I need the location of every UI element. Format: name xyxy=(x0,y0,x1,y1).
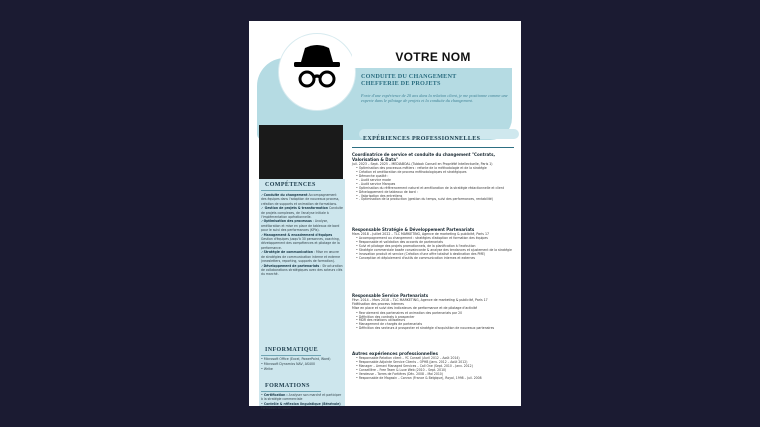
list-item: • Microsoft Dynamics NAV, AS400 xyxy=(261,362,343,367)
list-item: • Optimisation des processus métiers : refonte de la méthodologie et de la stratégie xyxy=(356,167,514,171)
list-item: • Démarche qualité : xyxy=(356,175,514,179)
competences-divider xyxy=(261,190,321,191)
experiences-divider xyxy=(352,147,514,148)
job-title: Responsable Service Partenariats xyxy=(352,293,429,298)
list-item: • Définition des secteurs à prospecter et stratégie d'acquisition de nouveaux partenaires xyxy=(356,327,514,331)
list-item: • Développement de tableaux de bord : xyxy=(356,191,514,195)
list-item: • Management de chargés de partenariats xyxy=(356,323,514,327)
list-item: • Conception et déploiement d'outils de communication internes et externes xyxy=(356,257,514,261)
job-title: Responsable Stratégie & Développement Partenariats xyxy=(352,227,475,232)
list-item: • MDR des relations utilisateurs xyxy=(356,319,514,323)
other-experiences-list xyxy=(352,357,514,380)
list-item: • - Audit service Marques xyxy=(356,183,514,187)
job-entry xyxy=(352,293,514,331)
list-item: • Wrike xyxy=(261,367,343,372)
list-item: • Responsable de Magasin – Conran (France & Belgique), Royal, 1998 – Juil. 2008 xyxy=(356,377,514,381)
list-item: • - Optimisation de la production (gestion du temps, suivi des performances, rentabilité) xyxy=(356,198,514,202)
list-item: • Conseillère – Free Team & Luxe Web (2010 – Sept. 2010) xyxy=(356,369,514,373)
list-item: • Microsoft Office (Excel, PowerPoint, Word) xyxy=(261,357,343,362)
job-entry xyxy=(352,152,514,202)
list-item: • Responsable Relation client – YC Conseil (Avril 2012 – Août 2014) xyxy=(356,357,514,361)
job-line: Mise en place et suivi des indicateurs de performance et de pilotage d'activité xyxy=(352,306,478,311)
informatique-divider xyxy=(261,355,321,356)
list-item: • Responsable et validation des accords de partenariats xyxy=(356,241,514,245)
list-item: • Accompagnement au changement : stratégies d'adoption et formation des équipes xyxy=(356,237,514,241)
job-bullets xyxy=(352,167,514,202)
formations-divider xyxy=(261,391,321,392)
list-item: • Suivi et pilotage des projets promotionnels, de la planification à l'exécution xyxy=(356,245,514,249)
job-line: Fidélisation des process internes xyxy=(352,302,404,307)
job-title: CONDUITE DU CHANGEMENT CHEFFERIE DE PROJETS xyxy=(361,73,457,87)
job-bullets xyxy=(352,312,514,332)
list-item: • Recrutement des partenaires et animation des partenariats par 20 xyxy=(356,312,514,316)
list-item: • Stratégie commerciale basée convaincante & analyse des tendances et ajustement de la stratégie xyxy=(356,249,514,253)
incognito-icon xyxy=(278,33,356,111)
list-item: • Définition des contrats à prospecter xyxy=(356,316,514,320)
informatique-list xyxy=(261,357,343,373)
photo-placeholder xyxy=(259,125,343,179)
list-item: • Innovation produit et service (Création d'une offre totalisé à destination des PME) xyxy=(356,253,514,257)
profile-summary: Forte d'une expérience de 20 ans dans la relation client, je me positionne comme une experte dans le pilotage de projets et la conduite du changement. xyxy=(361,93,508,104)
job-meta: Juil. 2023 – Sept. 2025 – MEDIABOAL (Tubbok Conseil en Propriété Intellectuelle, Paris 1) xyxy=(352,162,493,166)
list-item: • Optimisation du référencement naturel et amélioration de la stratégie rédactionnelle et client xyxy=(356,187,514,191)
other-experiences-title: Autres expériences professionnelles xyxy=(352,351,438,356)
experiences-title: EXPÉRIENCES PROFESSIONNELLES xyxy=(363,136,481,142)
competences-list: ✓Conduite du changement Accompagnement des équipes dans l'adoption de nouveaux process, création de supports et animation de formations. ✓ Gestion de projets & transformation Conduite de projets complexes, de l'analyse initiale à l'implémentation opérationnelle. ✓Optimisation des processus : Analyse, amélioration et mise en place de tableaux de bord pour le suivi des performances (KPIs). ✓Management & encadrement d'équipes Gestion d'équipes jusqu'à 30 personnes, coaching, développement des compétences et pilotage de la performance. ✓Stratégie de communication : Mise en œuvre de stratégies de communication interne et externe (newsletters, reporting, supports de formation). ✓Développement de partenariats : Structuration de collaborations stratégiques avec des acteurs clés du marché. xyxy=(261,193,343,277)
job-entry xyxy=(352,227,514,261)
list-item: • - Valorisation des entretiens xyxy=(356,195,514,199)
list-item: • Responsable Adjointe Service Clients – OPHB (Janv. 2012 – Août 2012) xyxy=(356,361,514,365)
competences-title: COMPÉTENCES xyxy=(265,182,316,188)
list-item: • Création et amélioration de process méthodologiques et stratégiques xyxy=(356,171,514,175)
job-meta: Févr. 2014 – Mars 2018 – TLC MARKETING, Agence de marketing & publicité, Paris 17 xyxy=(352,298,488,302)
list-item: • Manager – Armani Managed Services – Call One (Sept. 2010 – Janv. 2012) xyxy=(356,365,514,369)
job-meta: Mars 2018 – Juillet 2022 – TLC MARKETING, Agence de marketing & publicité, Paris 17 xyxy=(352,232,490,236)
sidebar xyxy=(259,179,345,411)
job-bullets xyxy=(352,237,514,260)
other-experiences xyxy=(352,351,514,380)
informatique-title: INFORMATIQUE xyxy=(265,347,319,353)
list-item: • - Audit service mode xyxy=(356,179,514,183)
candidate-name: VOTRE NOM xyxy=(395,50,471,64)
name-box xyxy=(352,48,514,68)
formations-list: • Certification : Analyser son marché et participer à la stratégie commerciale • Contrôle & réflexion linguistique (Bénévole) Formation en cours xyxy=(261,393,342,411)
formations-title: FORMATIONS xyxy=(265,383,310,389)
resume-page xyxy=(249,21,521,411)
list-item: • Vendeuse – Torres de Fortières (Déc. 2008 – Mai 2010) xyxy=(356,373,514,377)
job-title: Coordinatrice de service et conduite du changement "Contrats, Valorisation & Data" xyxy=(352,152,495,162)
